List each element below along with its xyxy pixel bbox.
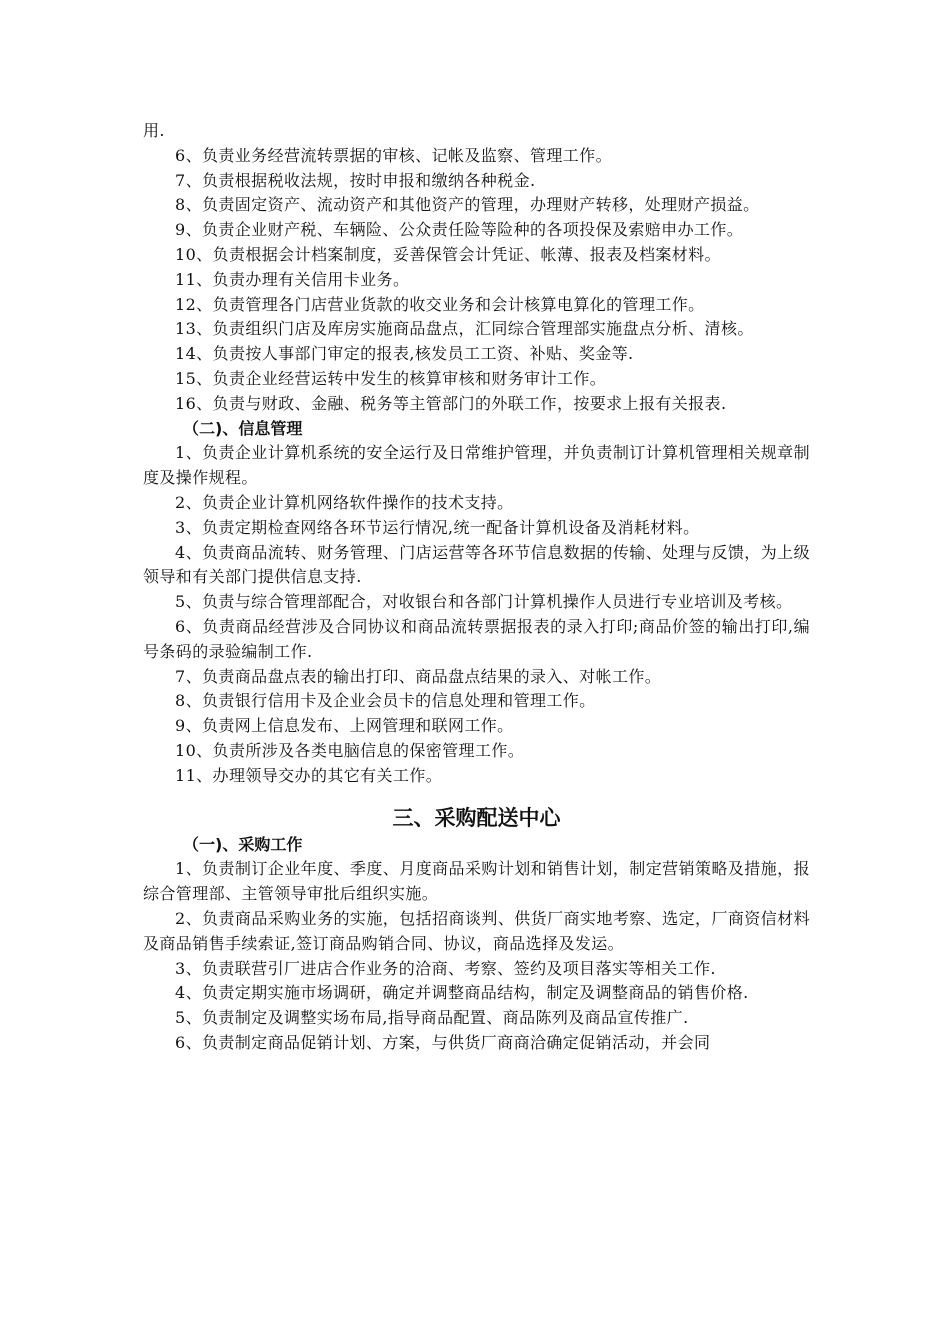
list-item: 10、负责根据会计档案制度，妥善保管会计凭证、帐薄、报表及档案材料。 — [175, 244, 721, 264]
list-item: 4、负责定期实施市场调研，确定并调整商品结构，制定及调整商品的销售价格. — [175, 983, 749, 1003]
list-item: 8、负责固定资产、流动资产和其他资产的管理，办理财产转移，处理财产损益。 — [175, 195, 760, 215]
list-item: 3、负责联营引厂进店合作业务的洽商、考察、签约及项目落实等相关工作. — [175, 958, 716, 978]
list-item: 5、负责制定及调整实场布局,指导商品配置、商品陈列及商品宣传推广. — [175, 1008, 689, 1028]
list-item: 7、负责根据税收法规，按时申报和缴纳各种税金. — [175, 170, 536, 190]
list-item: 6、负责商品经营涉及合同协议和商品流转票据报表的录入打印;商品价签的输出打印,编号条码的录验编制工作. — [143, 616, 810, 661]
list-item: 15、负责企业经营运转中发生的核算审核和财务审计工作。 — [175, 368, 607, 388]
list-item: 1、负责制订企业年度、季度、月度商品采购计划和销售计划，制定营销策略及措施，报综合管理部、主管领导审批后组织实施。 — [143, 859, 810, 904]
list-item: 8、负责银行信用卡及企业会员卡的信息处理和管理工作。 — [175, 691, 596, 711]
paragraph-continuation: 用. — [143, 121, 165, 140]
document-page — [143, 119, 810, 1056]
list-item: 5、负责与综合管理部配合，对收银台和各部门计算机操作人员进行专业培训及考核。 — [175, 592, 793, 612]
section-title-purchasing-center: 三、采购配送中心 — [392, 805, 561, 830]
list-item: 16、负责与财政、金融、税务等主管部门的外联工作，按要求上报有关报表. — [175, 393, 727, 413]
list-item: 10、负责所涉及各类电脑信息的保密管理工作。 — [175, 740, 525, 760]
list-item: 3、负责定期检查网络各环节运行情况,统一配备计算机设备及消耗材料。 — [175, 517, 700, 537]
subsection-heading-purchasing: （一)、采购工作 — [183, 834, 303, 854]
list-item: 14、负责按人事部门审定的报表,核发员工工资、补贴、奖金等. — [175, 344, 634, 364]
list-item: 9、负责企业财产税、车辆险、公众责任险等险种的各项投保及索赔申办工作。 — [175, 220, 744, 240]
list-item: 4、负责商品流转、财务管理、门店运营等各环节信息数据的传输、处理与反馈，为上级领导和有关部门提供信息支持. — [143, 542, 810, 587]
subsection-heading-info-management: （二)、信息管理 — [183, 418, 303, 438]
list-item: 2、负责商品采购业务的实施，包括招商谈判、供货厂商实地考察、选定，厂商资信材料及商品销售手续索证,签订商品购销合同、协议，商品选择及发运。 — [143, 908, 810, 953]
list-item: 11、办理领导交办的其它有关工作。 — [175, 765, 443, 785]
list-item: 6、负责业务经营流转票据的审核、记帐及监察、管理工作。 — [175, 145, 612, 165]
list-item: 7、负责商品盘点表的输出打印、商品盘点结果的录入、对帐工作。 — [175, 666, 662, 686]
list-item: 6、负责制定商品促销计划、方案，与供货厂商商洽确定促销活动，并会同 — [175, 1032, 711, 1052]
list-item: 9、负责网上信息发布、上网管理和联网工作。 — [175, 716, 514, 736]
list-item: 1、负责企业计算机系统的安全运行及日常维护管理，并负责制订计算机管理相关规章制度及操作规程。 — [143, 443, 810, 488]
list-item: 13、负责组织门店及库房实施商品盘点，汇同综合管理部实施盘点分析、清核。 — [175, 319, 754, 339]
list-item: 11、负责办理有关信用卡业务。 — [175, 269, 410, 289]
list-item: 2、负责企业计算机网络软件操作的技术支持。 — [175, 492, 514, 512]
list-item: 12、负责管理各门店营业货款的收交业务和会计核算电算化的管理工作。 — [175, 294, 705, 314]
